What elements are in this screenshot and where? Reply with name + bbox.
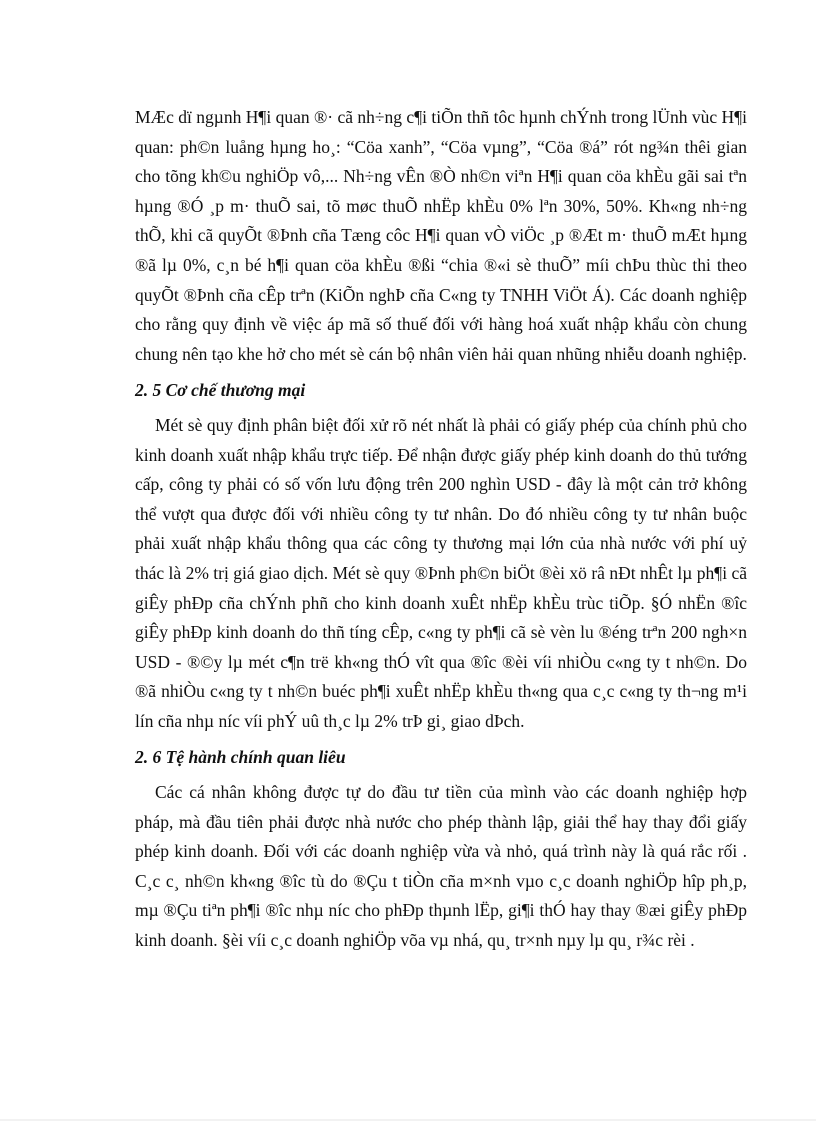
paragraph-trade-mechanism: Mét sè quy định phân biệt đối xử rõ nét nhất là phải có giấy phép của chính phủ cho kinh doanh xuất nhập khẩu trực tiếp. Để nhận được giấy phép kinh doanh do thủ tướng cấp, công ty phải có số vốn lưu động trên 200 nghìn USD - đây là một cản trở không thể vượt qua được đối với nhiều công ty tư nhân. Do đó nhiều công ty tư nhân buộc phải xuất nhập khẩu thông qua các công ty thương mại lớn của nhà nước với phí uỷ thác là 2% trị giá giao dịch. Mét sè quy ®Þnh ph©n biÖt ®èi xö râ nÐt nhÊt lµ ph¶i cã giÊy phÐp cña chÝnh phñ cho kinh doanh xuÊt nhËp khÈu trùc tiÕp. §Ó nhËn ®îc giÊy phÐp kinh doanh do thñ tíng cÊp, c«ng ty ph¶i cã sè vèn lu ®éng trªn 200 ngh×n USD - ®©y lµ mét c¶n trë kh«ng thÓ vît qua ®îc ®èi víi nhiÒu c«ng ty t nh©n. Do ®ã nhiÒu c«ng ty t nh©n buéc ph¶i xuÊt nhËp khÈu th«ng qua c¸c c«ng ty th¬ng m¹i lín cña nhµ níc víi phÝ uû th¸c lµ 2% trÞ gi¸ giao dÞch. bbox=[135, 414, 747, 731]
document-body bbox=[135, 103, 747, 956]
section-heading-2-6: 2. 6 Tệ hành chính quan liêu bbox=[135, 747, 346, 768]
paragraph-customs-procedures: MÆc dï ngµnh H¶i quan ®· cã nh÷ng c¶i tiÕn thñ tôc hµnh chÝnh trong lÜnh vùc H¶i quan: ph©n luång hµng ho¸: “Cöa xanh”, “Cöa vµng”, “Cöa ®á” rót ng¾n thêi gian cho tõng kh©u nghiÖp vô,... Nh÷ng vÊn ®Ò nh©n viªn H¶i quan cöa khÈu gãi sai tªn hµng ®Ó ¸p m· thuÕ sai, tõ møc thuÕ nhËp khÈu 0% lªn 30%, 50%. Kh«ng nh÷ng thÕ, khi cã quyÕt ®Þnh cña Tæng côc H¶i quan vÒ viÖc ¸p ®Æt m· thuÕ mÆt hµng ®ã lµ 0%, c¸n bé h¶i quan cöa khÈu ®ßi “chia ®«i sè thuÕ” míi chÞu thùc thi theo quyÕt ®Þnh cña cÊp trªn (KiÕn nghÞ cña C«ng ty TNHH ViÖt Á). Các doanh nghiệp cho rằng quy định về việc áp mã số thuế đối với hàng hoá xuất nhập khẩu còn chung chung nên tạo khe hở cho mét sè cán bộ nhân viên hải quan nhũng nhiễu doanh nghiệp. bbox=[135, 107, 747, 364]
section-heading-2-5: 2. 5 Cơ chế thương mại bbox=[135, 380, 306, 401]
page-bottom-edge bbox=[0, 1119, 816, 1121]
paragraph-bureaucracy: Các cá nhân không được tự do đầu tư tiền của mình vào các doanh nghiệp hợp pháp, mà đầu tiên phải được nhà nước cho phép thành lập, giải thể hay thay đổi giấy phép kinh doanh. Đối với các doanh nghiệp vừa và nhỏ, quá trình này là quá rắc rối . C¸c c¸ nh©n kh«ng ®îc tù do ®Çu t tiÒn cña m×nh vµo c¸c doanh nghiÖp hîp ph¸p, mµ ®Çu tiªn ph¶i ®îc nhµ níc cho phÐp thµnh lËp, gi¶i thÓ hay thay ®æi giÊy phÐp kinh doanh. §èi víi c¸c doanh nghiÖp võa vµ nhá, qu¸ tr×nh nµy lµ qu¸ r¾c rèi . bbox=[135, 782, 747, 951]
